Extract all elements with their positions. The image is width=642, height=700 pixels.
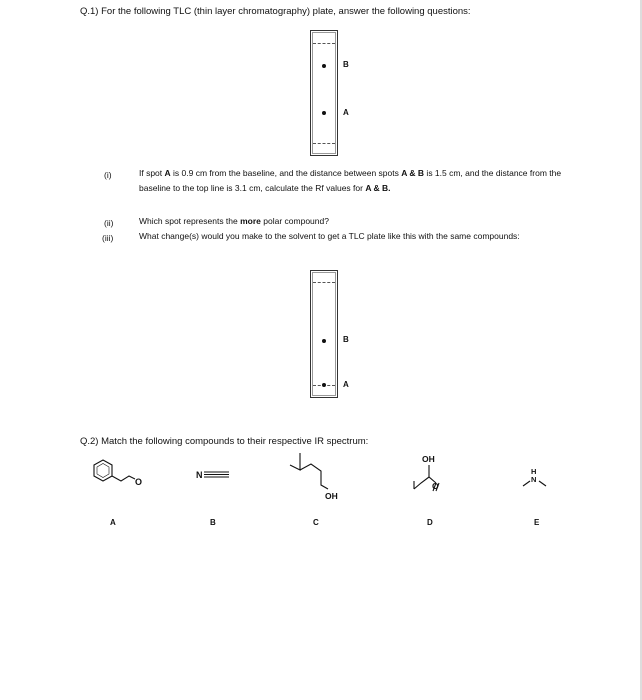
compound-structures xyxy=(0,445,642,515)
compound-label-e: E xyxy=(534,518,540,527)
tlc-plate-1-label-b: B xyxy=(343,60,349,69)
alcohol-chain xyxy=(300,464,328,489)
question-3-number: (iii) xyxy=(102,233,114,243)
amine-bond-right xyxy=(539,481,546,486)
tlc-plate-2-solvent-front xyxy=(313,282,335,283)
q1-title: Q.1) For the following TLC (thin layer chromatography) plate, answer the following questions: xyxy=(80,6,471,17)
q2-title: Q.2) Match the following compounds to their respective IR spectrum: xyxy=(80,436,369,447)
tlc-plate-2-label-a: A xyxy=(343,380,349,389)
isobutyl-branch xyxy=(290,453,300,470)
compound-c-structure xyxy=(290,453,338,501)
compound-b-nitrogen: N xyxy=(196,470,203,480)
tlc-plate-1 xyxy=(310,30,338,156)
tlc-plate-1-baseline xyxy=(313,143,335,144)
compound-b-structure xyxy=(196,470,229,480)
tlc-plate-2 xyxy=(310,270,338,398)
tlc-plate-1-solvent-front xyxy=(313,43,335,44)
tlc-plate-2-spot-a xyxy=(322,383,326,387)
question-2-number: (ii) xyxy=(104,218,114,228)
tlc-plate-2-inner xyxy=(312,272,336,396)
benzyl-aldehyde-chain xyxy=(112,476,135,481)
amine-bond-left xyxy=(523,481,530,486)
compound-e-hydrogen: H xyxy=(531,467,537,476)
compound-label-d: D xyxy=(427,518,433,527)
compound-label-c: C xyxy=(313,518,319,527)
tlc-plate-1-label-a: A xyxy=(343,108,349,117)
compound-d-oxygen: O xyxy=(432,481,439,491)
compound-label-b: B xyxy=(210,518,216,527)
tlc-plate-1-spot-b xyxy=(322,64,326,68)
question-1-text: If spot A is 0.9 cm from the baseline, and the distance between spots A & B is 1.5 cm, and the distance from the baseline to the top line is 3.1 cm, calculate the Rf values for A & B. xyxy=(139,168,562,193)
compound-a-oxygen: O xyxy=(135,477,143,487)
tlc-plate-1-inner xyxy=(312,32,336,154)
compound-c-hydroxyl: OH xyxy=(325,491,338,501)
question-3-text: What change(s) would you make to the solvent to get a TLC plate like this with the same compounds: xyxy=(139,231,520,241)
benzene-inner-ring xyxy=(97,464,109,478)
compound-a-structure xyxy=(94,460,142,487)
compound-label-a: A xyxy=(110,518,116,527)
question-2-text: Which spot represents the more polar compound? xyxy=(139,216,329,226)
tlc-plate-2-spot-b xyxy=(322,339,326,343)
compound-d-structure xyxy=(414,454,439,491)
tlc-plate-2-label-b: B xyxy=(343,335,349,344)
compound-e-nitrogen: N xyxy=(531,475,537,484)
compound-e-structure xyxy=(523,467,546,486)
tlc-plate-1-spot-a xyxy=(322,111,326,115)
compound-d-hydroxyl: OH xyxy=(422,454,435,464)
question-1-number: (i) xyxy=(104,170,112,180)
